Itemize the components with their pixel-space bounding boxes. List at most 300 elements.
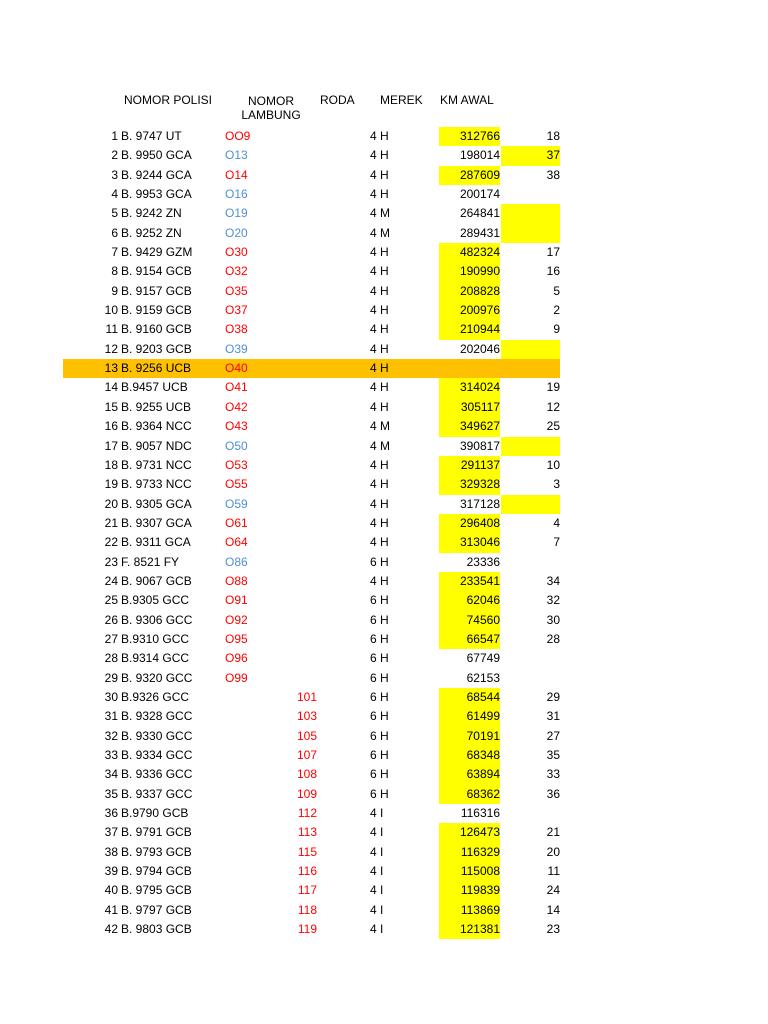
merek-cell: 4 H bbox=[370, 496, 389, 511]
nomor-polisi-cell: B. 9336 GCC bbox=[121, 767, 193, 782]
merek-cell: 4 H bbox=[370, 167, 389, 182]
extra-number-cell bbox=[501, 359, 560, 378]
table-row bbox=[0, 572, 768, 591]
extra-number-cell: 36 bbox=[546, 786, 560, 801]
nomor-lambung-cell: 118 bbox=[297, 902, 317, 917]
extra-number-cell: 4 bbox=[553, 515, 560, 530]
row-number: 38 bbox=[104, 844, 118, 859]
nomor-lambung-cell: O14 bbox=[225, 167, 248, 182]
nomor-lambung-cell: O16 bbox=[225, 187, 248, 202]
table-row bbox=[0, 185, 768, 204]
nomor-lambung-cell: O59 bbox=[225, 496, 248, 511]
nomor-lambung-cell: O43 bbox=[225, 419, 248, 434]
row-number: 31 bbox=[104, 709, 118, 724]
merek-cell: 4 H bbox=[370, 361, 389, 376]
row-number: 37 bbox=[104, 825, 118, 840]
merek-cell: 4 H bbox=[370, 515, 389, 530]
row-number: 32 bbox=[104, 728, 118, 743]
nomor-lambung-cell: O64 bbox=[225, 535, 248, 550]
row-number: 40 bbox=[104, 883, 118, 898]
row-number: 29 bbox=[104, 670, 118, 685]
nomor-lambung-cell: O42 bbox=[225, 399, 248, 414]
extra-number-cell: 18 bbox=[546, 129, 560, 143]
km-awal-cell: 61499 bbox=[439, 707, 500, 726]
nomor-polisi-cell: B. 9160 GCB bbox=[121, 322, 192, 337]
extra-number-cell: 24 bbox=[546, 883, 560, 898]
merek-cell: 6 H bbox=[370, 631, 389, 646]
table-row bbox=[0, 320, 768, 339]
extra-number-cell bbox=[501, 495, 560, 514]
km-awal-cell: 68348 bbox=[439, 746, 500, 765]
extra-number-cell: 7 bbox=[553, 535, 560, 550]
table-row bbox=[0, 514, 768, 533]
nomor-polisi-cell: B. 9429 GZM bbox=[121, 245, 193, 260]
nomor-polisi-cell: B. 9330 GCC bbox=[121, 728, 193, 743]
nomor-polisi-cell: B. 9950 GCA bbox=[121, 148, 192, 163]
nomor-polisi-cell: B. 9747 UT bbox=[121, 129, 182, 143]
merek-cell: 4 H bbox=[370, 283, 389, 298]
nomor-polisi-cell: B. 9244 GCA bbox=[121, 167, 192, 182]
table-row bbox=[0, 282, 768, 301]
nomor-lambung-cell: O91 bbox=[225, 593, 248, 608]
km-awal-cell: 66547 bbox=[439, 630, 500, 649]
extra-number-cell: 31 bbox=[546, 709, 560, 724]
nomor-polisi-cell: B. 9320 GCC bbox=[121, 670, 193, 685]
nomor-lambung-cell: OO9 bbox=[225, 129, 251, 143]
header-nomor-polisi: NOMOR POLISI bbox=[124, 93, 213, 107]
extra-number-cell: 30 bbox=[546, 612, 560, 627]
nomor-lambung-cell: O20 bbox=[225, 225, 248, 240]
nomor-polisi-cell: B. 9731 NCC bbox=[121, 457, 192, 472]
nomor-polisi-cell: B. 9337 GCC bbox=[121, 786, 193, 801]
merek-cell: 6 H bbox=[370, 593, 389, 608]
row-number: 41 bbox=[104, 902, 118, 917]
merek-cell: 4 H bbox=[370, 457, 389, 472]
row-number: 12 bbox=[104, 341, 118, 356]
nomor-lambung-cell: O92 bbox=[225, 612, 248, 627]
nomor-polisi-cell: B. 9252 ZN bbox=[121, 225, 182, 240]
row-number: 5 bbox=[111, 206, 118, 221]
km-awal-cell: 313046 bbox=[439, 533, 500, 552]
extra-number-cell: 12 bbox=[546, 399, 560, 414]
nomor-lambung-cell: 117 bbox=[297, 883, 317, 898]
row-number: 6 bbox=[111, 225, 118, 240]
extra-number-cell: 37 bbox=[501, 146, 560, 165]
row-number: 13 bbox=[104, 361, 118, 376]
table-row bbox=[0, 437, 768, 456]
nomor-polisi-cell: B. 9157 GCB bbox=[121, 283, 192, 298]
merek-cell: 4 M bbox=[370, 225, 391, 240]
nomor-polisi-cell: B. 9791 GCB bbox=[121, 825, 192, 840]
extra-number-cell bbox=[501, 649, 560, 668]
km-awal-cell: 198014 bbox=[459, 148, 500, 163]
nomor-lambung-cell: 112 bbox=[297, 806, 317, 821]
km-awal-cell: 119839 bbox=[439, 881, 500, 900]
extra-number-cell: 35 bbox=[546, 748, 560, 762]
table-row bbox=[0, 746, 768, 765]
row-number: 9 bbox=[111, 283, 118, 298]
table-row bbox=[0, 707, 768, 726]
km-awal-cell: 68362 bbox=[439, 785, 500, 804]
km-awal-cell: 317128 bbox=[459, 496, 500, 511]
table-row bbox=[0, 553, 768, 572]
nomor-polisi-cell: B. 9311 GCA bbox=[121, 535, 191, 550]
km-awal-cell: 62153 bbox=[466, 670, 500, 685]
nomor-polisi-cell: B. 9057 NDC bbox=[121, 438, 192, 453]
row-number: 18 bbox=[104, 457, 118, 472]
nomor-polisi-cell: B. 9159 GCB bbox=[121, 303, 192, 318]
row-number: 14 bbox=[104, 380, 118, 395]
merek-cell: 4 H bbox=[370, 341, 389, 356]
nomor-lambung-cell: O39 bbox=[225, 341, 248, 356]
table-row bbox=[0, 166, 768, 185]
km-awal-cell: 264841 bbox=[459, 206, 500, 221]
nomor-lambung-cell: O41 bbox=[225, 380, 248, 395]
table-row bbox=[0, 262, 768, 281]
merek-cell: 6 H bbox=[370, 767, 389, 782]
merek-cell: 4 I bbox=[370, 806, 384, 821]
merek-cell: 4 H bbox=[370, 129, 389, 143]
merek-cell: 6 H bbox=[370, 786, 389, 801]
header-km-awal: KM AWAL bbox=[440, 93, 494, 107]
row-number: 36 bbox=[104, 806, 118, 821]
nomor-polisi-cell: B. 9154 GCB bbox=[121, 264, 192, 279]
merek-cell: 4 I bbox=[370, 844, 384, 859]
nomor-polisi-cell: B. 9334 GCC bbox=[121, 748, 193, 762]
table-row bbox=[0, 649, 768, 668]
nomor-polisi-cell: B. 9067 GCB bbox=[121, 573, 192, 588]
extra-number-cell: 38 bbox=[546, 167, 560, 182]
nomor-polisi-cell: B. 9307 GCA bbox=[121, 515, 192, 530]
km-awal-cell: 296408 bbox=[439, 514, 500, 533]
table-row bbox=[0, 611, 768, 630]
km-awal-cell: 287609 bbox=[439, 166, 500, 185]
table-row bbox=[0, 127, 768, 146]
table-row bbox=[0, 495, 768, 514]
row-number: 33 bbox=[104, 748, 118, 762]
nomor-lambung-cell: O32 bbox=[225, 264, 248, 279]
km-awal-cell: 63894 bbox=[439, 765, 500, 784]
merek-cell: 6 H bbox=[370, 728, 389, 743]
nomor-lambung-cell: O96 bbox=[225, 651, 248, 666]
nomor-lambung-cell: 108 bbox=[296, 767, 317, 782]
nomor-lambung-cell: 107 bbox=[296, 748, 317, 762]
row-number: 17 bbox=[104, 438, 118, 453]
merek-cell: 6 H bbox=[370, 748, 389, 762]
km-awal-cell: 289431 bbox=[459, 225, 500, 240]
header-roda: RODA bbox=[320, 93, 355, 107]
row-number: 35 bbox=[104, 786, 118, 801]
nomor-lambung-cell: O37 bbox=[225, 303, 248, 318]
merek-cell: 4 M bbox=[370, 419, 391, 434]
extra-number-cell: 3 bbox=[553, 477, 560, 492]
merek-cell: 6 H bbox=[370, 689, 389, 704]
nomor-polisi-cell: F. 8521 FY bbox=[121, 554, 180, 569]
nomor-polisi-cell: B. 9305 GCA bbox=[121, 496, 192, 511]
merek-cell: 6 H bbox=[370, 554, 389, 569]
extra-number-cell: 11 bbox=[547, 864, 560, 879]
merek-cell: 4 I bbox=[370, 922, 384, 937]
row-number: 10 bbox=[104, 303, 118, 318]
nomor-lambung-cell: 101 bbox=[296, 689, 317, 704]
row-number: 26 bbox=[104, 612, 118, 627]
extra-number-cell bbox=[501, 224, 560, 243]
vehicle-table bbox=[0, 127, 768, 939]
km-awal-cell: 202046 bbox=[459, 341, 500, 356]
table-row bbox=[0, 533, 768, 552]
table-row bbox=[0, 340, 768, 359]
table-row bbox=[0, 204, 768, 223]
nomor-lambung-cell: 115 bbox=[297, 844, 317, 859]
extra-number-cell bbox=[501, 553, 560, 572]
nomor-lambung-cell: O55 bbox=[225, 477, 248, 492]
extra-number-cell: 20 bbox=[546, 844, 560, 859]
table-row bbox=[0, 398, 768, 417]
km-awal-cell: 116329 bbox=[439, 843, 500, 862]
header-merek: MEREK bbox=[380, 93, 423, 107]
km-awal-cell: 116316 bbox=[460, 806, 500, 821]
merek-cell: 4 I bbox=[370, 902, 384, 917]
row-number: 25 bbox=[104, 593, 118, 608]
extra-number-cell: 16 bbox=[546, 264, 560, 279]
table-row bbox=[0, 688, 768, 707]
row-number: 23 bbox=[104, 554, 118, 569]
merek-cell: 4 H bbox=[370, 399, 389, 414]
km-awal-cell: 200174 bbox=[459, 187, 500, 202]
nomor-polisi-cell: B. 9306 GCC bbox=[121, 612, 193, 627]
extra-number-cell bbox=[501, 804, 560, 823]
km-awal-cell bbox=[439, 359, 500, 378]
nomor-polisi-cell: B. 9255 UCB bbox=[121, 399, 192, 414]
table-row bbox=[0, 359, 768, 378]
extra-number-cell: 34 bbox=[546, 573, 560, 588]
table-row bbox=[0, 378, 768, 397]
km-awal-cell: 208828 bbox=[439, 282, 500, 301]
extra-number-cell: 9 bbox=[553, 322, 560, 337]
nomor-lambung-cell: O35 bbox=[225, 283, 248, 298]
table-row bbox=[0, 843, 768, 862]
nomor-lambung-cell: 103 bbox=[296, 709, 317, 724]
nomor-polisi-cell: B. 9733 NCC bbox=[121, 477, 192, 492]
extra-number-cell: 23 bbox=[546, 922, 560, 937]
row-number: 1 bbox=[111, 129, 118, 143]
km-awal-cell: 482324 bbox=[439, 243, 500, 262]
km-awal-cell: 126473 bbox=[439, 823, 500, 842]
table-row bbox=[0, 475, 768, 494]
nomor-polisi-cell: B. 9242 ZN bbox=[121, 206, 182, 221]
km-awal-cell: 68544 bbox=[439, 688, 500, 707]
row-number: 22 bbox=[104, 535, 118, 550]
row-number: 4 bbox=[111, 187, 118, 202]
nomor-lambung-cell: 109 bbox=[296, 786, 317, 801]
merek-cell: 4 H bbox=[370, 535, 389, 550]
table-row bbox=[0, 920, 768, 939]
nomor-lambung-cell: O61 bbox=[225, 515, 248, 530]
nomor-lambung-cell: O40 bbox=[225, 361, 248, 376]
nomor-polisi-cell: B.9305 GCC bbox=[121, 593, 190, 608]
nomor-polisi-cell: B. 9797 GCB bbox=[121, 902, 192, 917]
km-awal-cell: 121381 bbox=[439, 920, 500, 939]
km-awal-cell: 200976 bbox=[439, 301, 500, 320]
row-number: 2 bbox=[111, 148, 118, 163]
merek-cell: 4 H bbox=[370, 477, 389, 492]
km-awal-cell: 70191 bbox=[439, 727, 500, 746]
table-row bbox=[0, 785, 768, 804]
km-awal-cell: 233541 bbox=[439, 572, 500, 591]
km-awal-cell: 312766 bbox=[439, 127, 500, 146]
extra-number-cell bbox=[501, 340, 560, 359]
nomor-polisi-cell: B.9310 GCC bbox=[121, 631, 190, 646]
table-row bbox=[0, 456, 768, 475]
nomor-lambung-cell: O13 bbox=[225, 148, 248, 163]
nomor-lambung-cell: O50 bbox=[225, 438, 248, 453]
row-number: 11 bbox=[105, 322, 118, 337]
extra-number-cell bbox=[501, 185, 560, 204]
extra-number-cell: 27 bbox=[546, 728, 560, 743]
table-row bbox=[0, 804, 768, 823]
nomor-lambung-cell: O19 bbox=[225, 206, 248, 221]
km-awal-cell: 349627 bbox=[439, 417, 500, 436]
km-awal-cell: 113869 bbox=[439, 901, 500, 920]
row-number: 42 bbox=[104, 922, 118, 937]
nomor-lambung-cell: O38 bbox=[225, 322, 248, 337]
merek-cell: 4 H bbox=[370, 264, 389, 279]
merek-cell: 4 M bbox=[370, 206, 391, 221]
extra-number-cell: 5 bbox=[553, 283, 560, 298]
header-nomor-lambung-line2: LAMBUNG bbox=[241, 108, 301, 122]
extra-number-cell bbox=[501, 669, 560, 688]
merek-cell: 4 H bbox=[370, 148, 389, 163]
row-number: 7 bbox=[111, 245, 118, 260]
nomor-lambung-cell: 119 bbox=[297, 922, 317, 937]
extra-number-cell: 17 bbox=[546, 245, 560, 260]
merek-cell: 4 H bbox=[370, 187, 389, 202]
nomor-polisi-cell: B. 9256 UCB bbox=[121, 361, 192, 376]
km-awal-cell: 390817 bbox=[459, 438, 500, 453]
nomor-polisi-cell: B. 9328 GCC bbox=[121, 709, 193, 724]
table-row bbox=[0, 243, 768, 262]
nomor-lambung-cell: 113 bbox=[297, 825, 317, 840]
nomor-polisi-cell: B.9326 GCC bbox=[121, 689, 190, 704]
header-nomor-lambung bbox=[232, 94, 310, 122]
nomor-lambung-cell: O86 bbox=[225, 554, 248, 569]
table-row bbox=[0, 417, 768, 436]
nomor-polisi-cell: B. 9803 GCB bbox=[121, 922, 192, 937]
table-row bbox=[0, 669, 768, 688]
km-awal-cell: 23336 bbox=[466, 554, 500, 569]
nomor-lambung-cell: O30 bbox=[225, 245, 248, 260]
km-awal-cell: 190990 bbox=[439, 262, 500, 281]
merek-cell: 4 H bbox=[370, 573, 389, 588]
nomor-polisi-cell: B. 9364 NCC bbox=[121, 419, 192, 434]
nomor-lambung-cell: O88 bbox=[225, 573, 248, 588]
row-number: 24 bbox=[104, 573, 118, 588]
row-number: 15 bbox=[104, 399, 118, 414]
table-row bbox=[0, 727, 768, 746]
merek-cell: 4 H bbox=[370, 245, 389, 260]
km-awal-cell: 291137 bbox=[439, 456, 500, 475]
merek-cell: 6 H bbox=[370, 612, 389, 627]
nomor-polisi-cell: B. 9203 GCB bbox=[121, 341, 192, 356]
table-row bbox=[0, 630, 768, 649]
merek-cell: 4 I bbox=[370, 864, 384, 879]
extra-number-cell: 28 bbox=[546, 631, 560, 646]
nomor-polisi-cell: B.9314 GCC bbox=[121, 651, 190, 666]
km-awal-cell: 305117 bbox=[439, 398, 500, 417]
row-number: 3 bbox=[111, 167, 118, 182]
extra-number-cell: 10 bbox=[546, 457, 560, 472]
km-awal-cell: 74560 bbox=[439, 611, 500, 630]
km-awal-cell: 314024 bbox=[439, 378, 500, 397]
extra-number-cell bbox=[501, 204, 560, 223]
nomor-polisi-cell: B.9790 GCB bbox=[121, 806, 189, 821]
merek-cell: 4 I bbox=[370, 825, 384, 840]
merek-cell: 4 H bbox=[370, 380, 389, 395]
nomor-polisi-cell: B. 9795 GCB bbox=[121, 883, 192, 898]
extra-number-cell: 19 bbox=[546, 380, 560, 395]
table-row bbox=[0, 224, 768, 243]
table-row bbox=[0, 301, 768, 320]
merek-cell: 4 I bbox=[370, 883, 384, 898]
nomor-polisi-cell: B.9457 UCB bbox=[121, 380, 188, 395]
nomor-polisi-cell: B. 9793 GCB bbox=[121, 844, 192, 859]
extra-number-cell: 29 bbox=[546, 689, 560, 704]
row-number: 21 bbox=[104, 515, 118, 530]
nomor-polisi-cell: B. 9794 GCB bbox=[121, 864, 192, 879]
row-number: 27 bbox=[104, 631, 118, 646]
row-number: 20 bbox=[104, 496, 118, 511]
merek-cell: 4 M bbox=[370, 438, 391, 453]
table-row bbox=[0, 823, 768, 842]
table-row bbox=[0, 765, 768, 784]
extra-number-cell: 21 bbox=[546, 825, 560, 840]
row-number: 19 bbox=[104, 477, 118, 492]
merek-cell: 6 H bbox=[370, 670, 389, 685]
nomor-lambung-cell: 116 bbox=[297, 864, 317, 879]
row-number: 34 bbox=[104, 767, 118, 782]
table-row bbox=[0, 881, 768, 900]
row-number: 28 bbox=[104, 651, 118, 666]
km-awal-cell: 329328 bbox=[439, 475, 500, 494]
row-number: 16 bbox=[104, 419, 118, 434]
merek-cell: 6 H bbox=[370, 709, 389, 724]
merek-cell: 4 H bbox=[370, 322, 389, 337]
nomor-polisi-cell: B. 9953 GCA bbox=[121, 187, 192, 202]
row-number: 39 bbox=[104, 864, 118, 879]
extra-number-cell: 33 bbox=[546, 767, 560, 782]
merek-cell: 6 H bbox=[370, 651, 389, 666]
merek-cell: 4 H bbox=[370, 303, 389, 318]
header-nomor-lambung-line1: NOMOR bbox=[248, 94, 294, 108]
table-row bbox=[0, 146, 768, 165]
row-number: 8 bbox=[111, 264, 118, 279]
km-awal-cell: 210944 bbox=[439, 320, 500, 339]
km-awal-cell: 115008 bbox=[439, 862, 500, 881]
table-row bbox=[0, 901, 768, 920]
km-awal-cell: 67749 bbox=[466, 651, 500, 666]
nomor-lambung-cell: O95 bbox=[225, 631, 248, 646]
extra-number-cell: 32 bbox=[546, 593, 560, 608]
extra-number-cell: 25 bbox=[546, 419, 560, 434]
table-row bbox=[0, 591, 768, 610]
extra-number-cell: 14 bbox=[546, 902, 560, 917]
km-awal-cell: 62046 bbox=[439, 591, 500, 610]
nomor-lambung-cell: O53 bbox=[225, 457, 248, 472]
extra-number-cell: 2 bbox=[553, 303, 560, 318]
extra-number-cell bbox=[501, 437, 560, 456]
table-row bbox=[0, 862, 768, 881]
nomor-lambung-cell: 105 bbox=[296, 728, 317, 743]
